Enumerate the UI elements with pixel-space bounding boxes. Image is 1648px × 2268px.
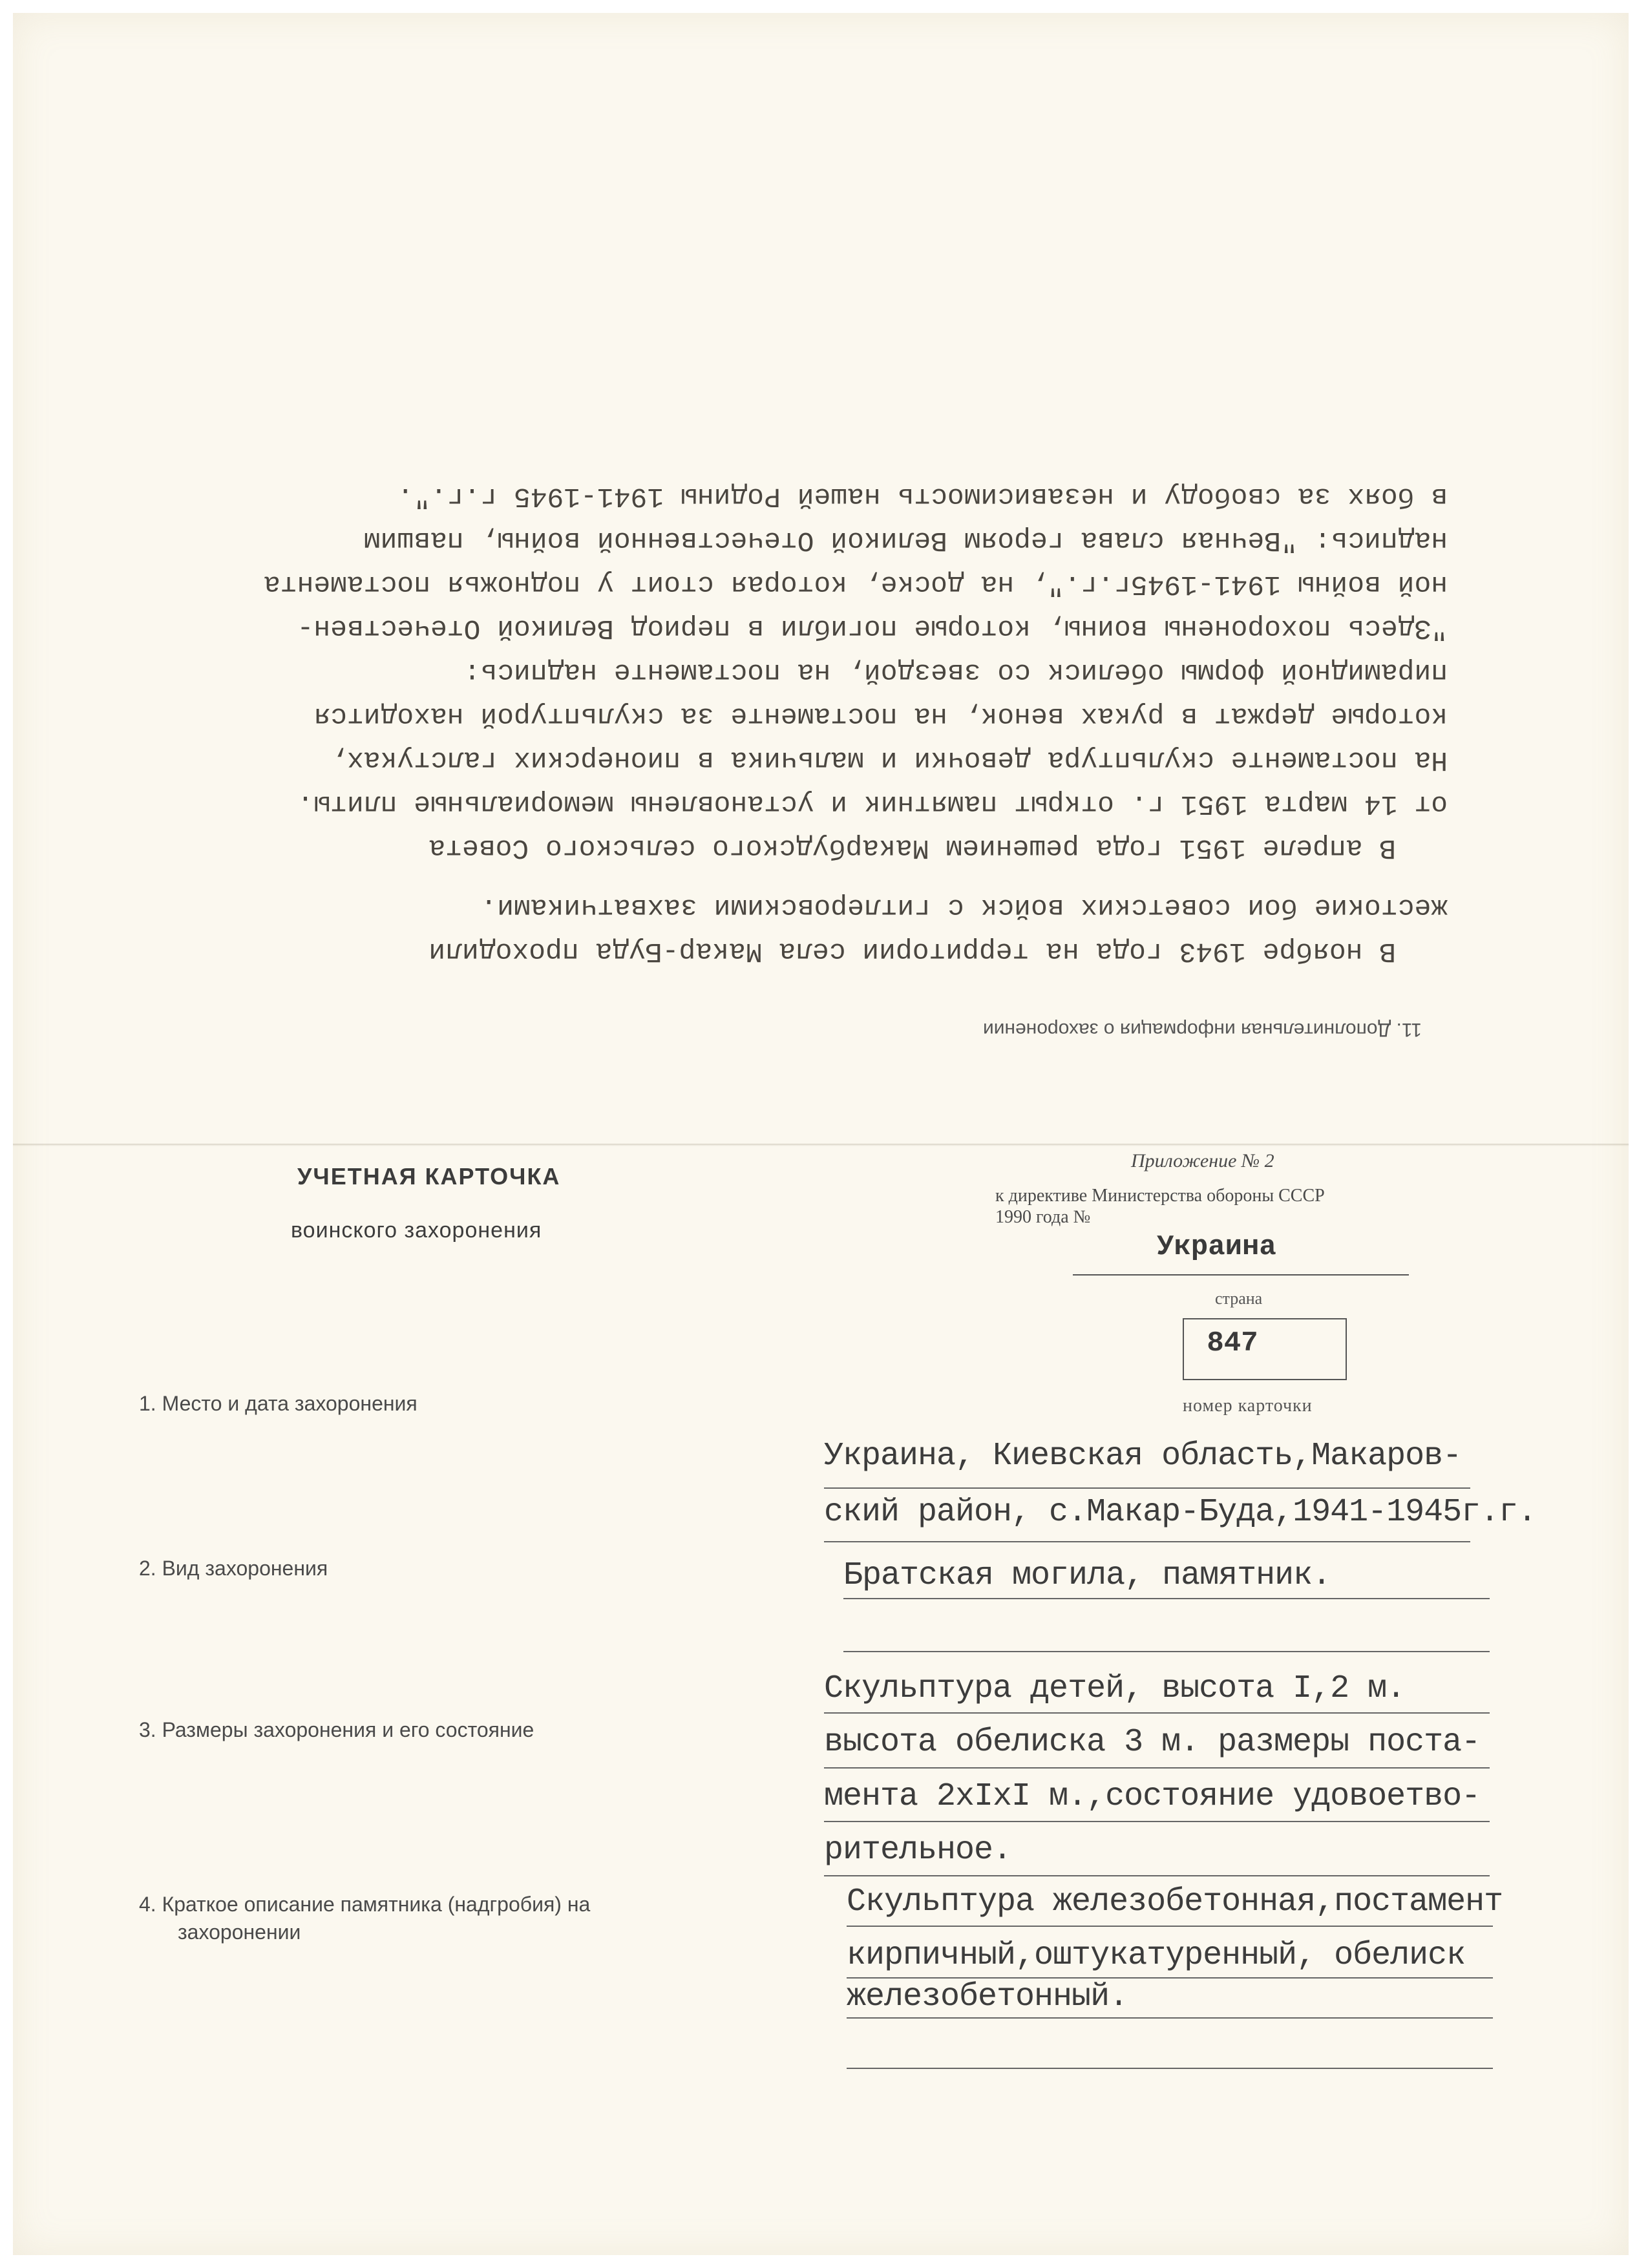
field-rule [824,1541,1470,1542]
field-rule [824,1821,1490,1822]
paragraph2-line: надпись: "Вечная слава героям Великой Отечественной войны, павшим [363,525,1448,556]
form-title: УЧЕТНАЯ КАРТОЧКА [297,1163,561,1190]
field-label-monument-description: 4. Краткое описание памятника (надгробия) на [139,1893,591,1916]
field-label-dimensions-state: 3. Размеры захоронения и его состояние [139,1718,534,1741]
paragraph1-line: жестокие бои советских войск с гитлеровскими захватчиками. [480,892,1448,923]
paragraph2-line: "Здесь похоронены воины, которые погибли в период Великой Отечествен- [297,613,1448,644]
card-number: 847 [1207,1327,1258,1360]
field-value-line: кирпичный,оштукатуренный, обелиск [847,1937,1466,1974]
field-label-place-date: 1. Место и дата захоронения [139,1392,417,1415]
country-value: Украина [1157,1231,1276,1263]
field-value-line: рительное. [824,1832,1012,1869]
appendix-line: Приложение № 2 [1131,1150,1274,1171]
field-value-line: Скульптура железобетонная,постамент [847,1884,1503,1920]
appendix-line: 1990 года № [995,1207,1091,1227]
fold-line [13,1144,1629,1146]
paragraph2-line: в боях за свободу и независимость нашей Родины 1941-1945 г.г.". [397,481,1448,512]
field-rule [824,1875,1490,1876]
field-rule [847,1926,1493,1927]
paragraph2-line: В апреле 1951 года решением Макарбудского сельского Совета [428,832,1396,864]
field-rule [843,1598,1490,1599]
paragraph2-line: На постаменте скульптура девочки и мальчика в пионерских галстуках, [330,744,1448,776]
field-label-monument-description-cont: захоронении [178,1920,301,1944]
paragraph2-line: от 14 марта 1951 г. открыт памятник и установлены мемориальные плиты. [297,788,1448,820]
field-rule [847,2068,1493,2069]
field-value-line: Украина, Киевская область,Макаров- [824,1438,1462,1475]
card-number-box [1183,1318,1347,1380]
country-underline [1073,1274,1409,1276]
country-label: страна [1215,1289,1263,1308]
field-rule [843,1651,1490,1652]
field-value-line: ский район, с.Макар-Буда,1941-1945г.г. [824,1494,1537,1531]
field-rule [824,1487,1470,1489]
field-value-line: высота обелиска 3 м. размеры поста- [824,1724,1481,1761]
field-value-line: Братская могила, памятник. [843,1557,1331,1594]
field-rule [824,1767,1490,1769]
form-subtitle: воинского захоронения [291,1218,542,1243]
additional-info-heading: 11. Дополнительная информация о захоронении [982,1019,1422,1040]
field-value-line: мента 2хIхI м.,состояние удовоетво- [824,1778,1481,1815]
field-label-burial-type: 2. Вид захоронения [139,1557,328,1580]
field-value-line: железобетонный. [847,1979,1128,2015]
paragraph2-line: которые держат в руках венок, на постаменте за скульптурой находится [313,700,1448,732]
field-rule [847,2017,1493,2019]
paragraph2-line: пирамидной формы обелиск со звездой, на постаменте надпись: [463,656,1448,688]
paragraph2-line: ной войны 1941-1945г.г.", на доске, которая стоит у подножья постамента [263,569,1448,600]
back-side-additional-info [123,388,1448,1040]
paragraph1-line: В ноябре 1943 года на территории села Макар-Буда проходили [428,936,1396,967]
card-number-label: номер карточки [1183,1396,1313,1416]
field-value-line: Скульптура детей, высота I,2 м. [824,1670,1406,1707]
appendix-line: к директиве Министерства обороны СССР [995,1186,1325,1206]
field-rule [824,1712,1490,1714]
